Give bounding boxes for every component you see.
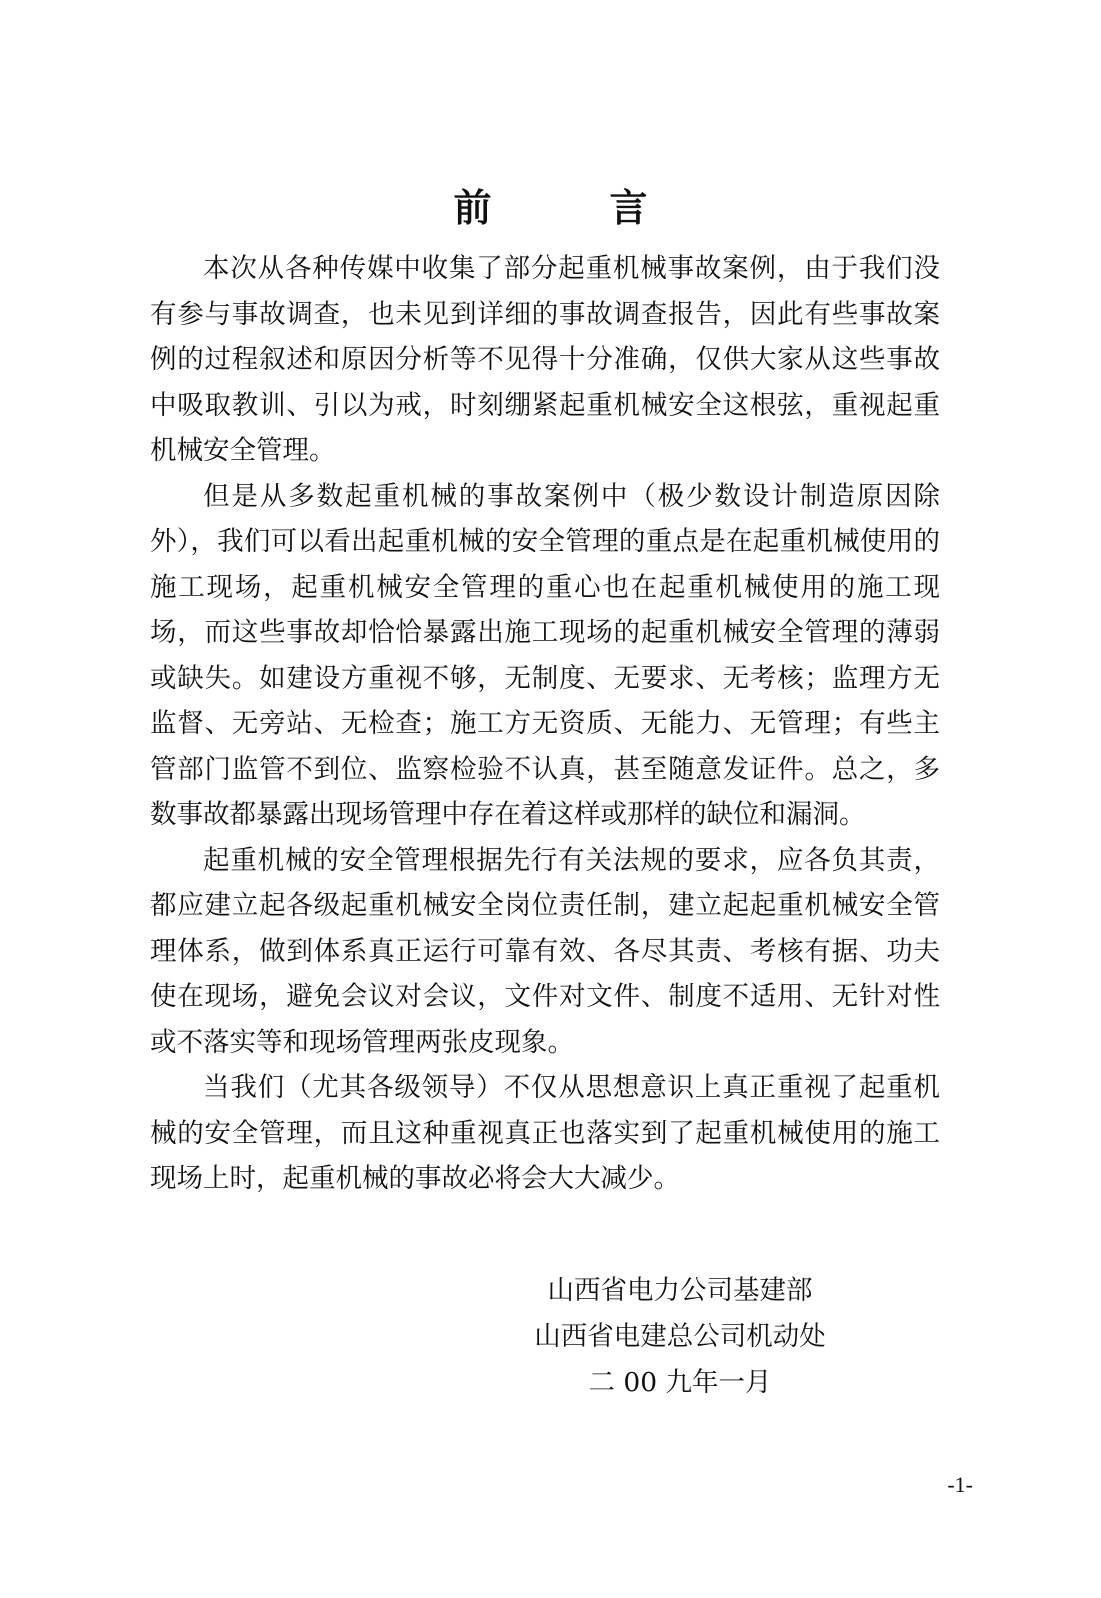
- signature-org-1: 山西省电力公司基建部: [547, 1275, 813, 1306]
- paragraph-3: 起重机械的安全管理根据先行有关法规的要求，应各负其责，都应建立起各级起重机械安全岗位责任制，建立起起重机械安全管理体系，做到体系真正运行可靠有效、各尽其责、考核有据、功夫使在现场，避免会议对会议，文件对文件、制度不适用、无针对性或不落实等和现场管理两张皮现象。: [150, 844, 940, 1058]
- paragraph-4: 当我们（尤其各级领导）不仅从思想意识上真正重视了起重机械的安全管理，而且这种重视真正也落实到了起重机械使用的施工现场上时，起重机械的事故必将会大大减少。: [150, 1072, 940, 1194]
- page-number: -1-: [947, 1472, 973, 1497]
- signature-block: [500, 1268, 860, 1406]
- page-title: 前 言: [453, 185, 688, 230]
- paragraph-2: 但是从多数起重机械的事故案例中（极少数设计制造原因除外），我们可以看出起重机械的安全管理的重点是在起重机械使用的施工现场，起重机械安全管理的重心也在起重机械使用的施工现场，而这些事故却恰恰暴露出施工现场的起重机械安全管理的薄弱或缺失。如建设方重视不够，无制度、无要求、无考核；监理方无监督、无旁站、无检查；施工方无资质、无能力、无管理；有些主管部门监管不到位、监察检验不认真，甚至随意发证件。总之，多数事故都暴露出现场管理中存在着这样或那样的缺位和漏洞。: [150, 480, 940, 830]
- signature-org-2: 山西省电建总公司机动处: [534, 1321, 826, 1352]
- signature-date: 二 00 九年一月: [588, 1367, 772, 1398]
- preface-body: [150, 246, 940, 1202]
- paragraph-1: 本次从各种传媒中收集了部分起重机械事故案例，由于我们没有参与事故调查，也未见到详细的事故调查报告，因此有些事故案例的过程叙述和原因分析等不见得十分准确，仅供大家从这些事故中吸取教训、引以为戒，时刻绷紧起重机械安全这根弦，重视起重机械安全管理。: [150, 253, 940, 466]
